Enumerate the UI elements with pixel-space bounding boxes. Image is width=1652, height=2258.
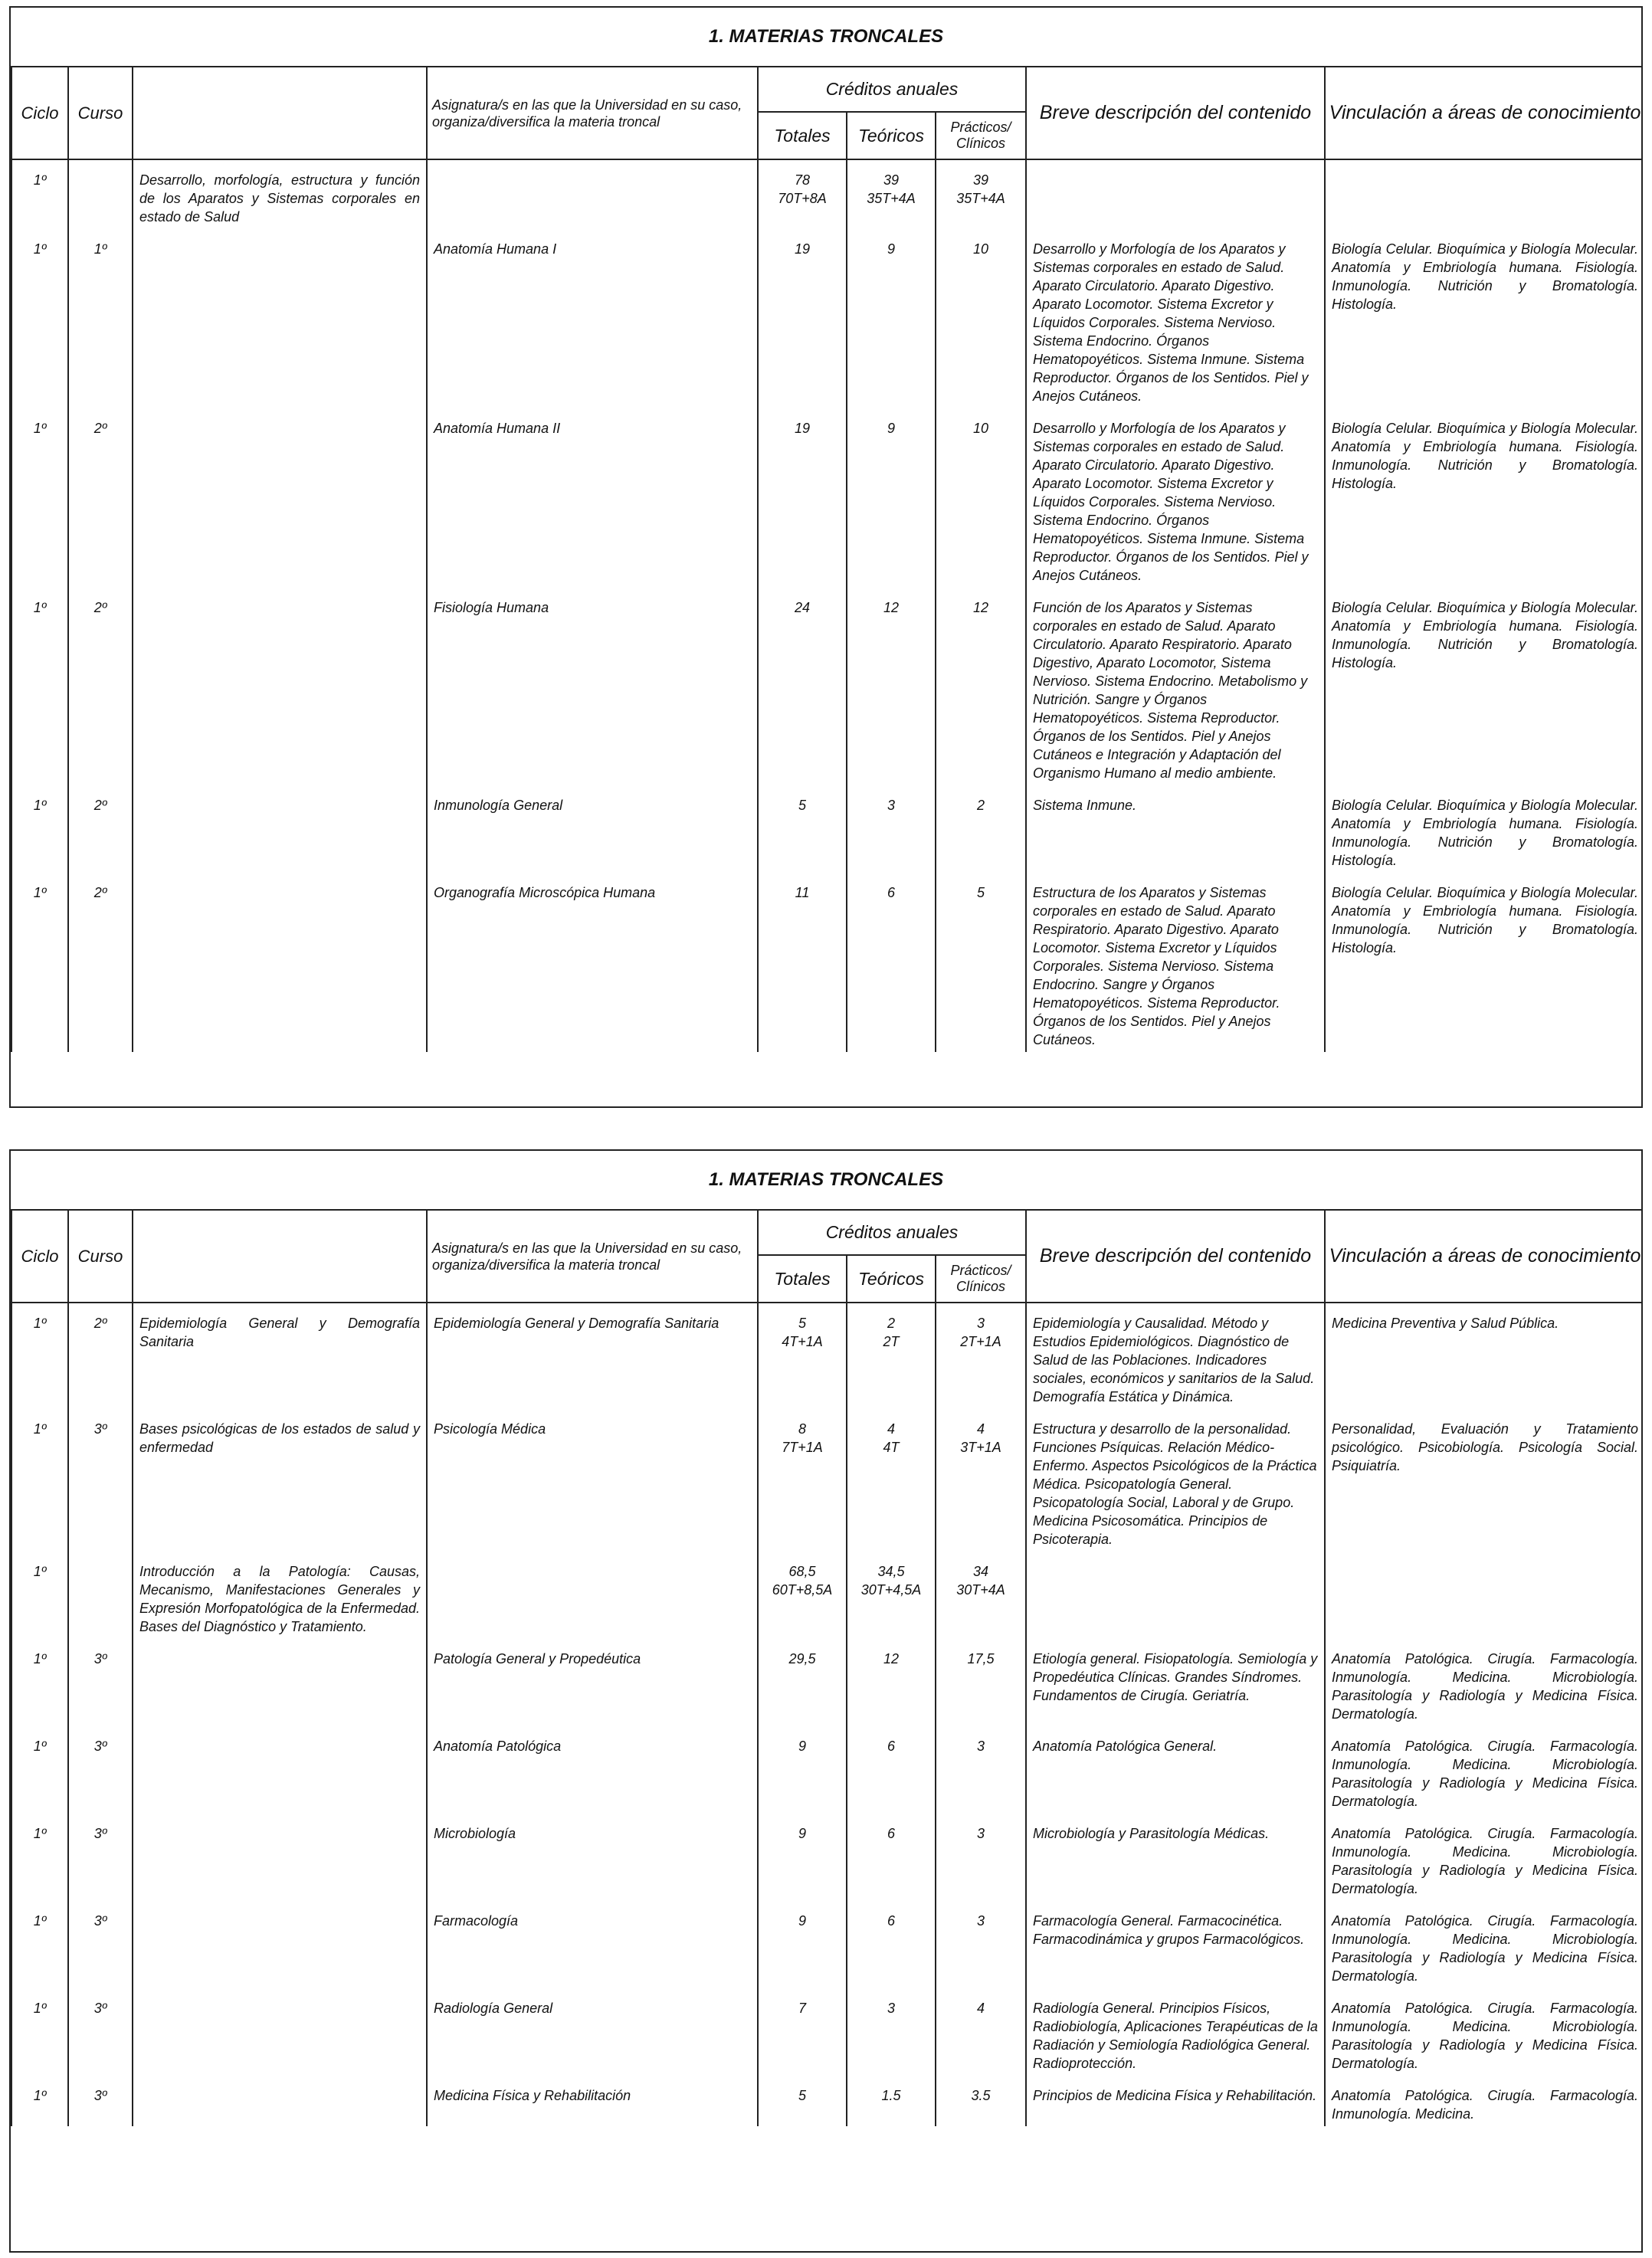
table-row: [11, 1639, 1643, 1726]
cell-teoricos: 12: [847, 588, 936, 785]
cell-ciclo: 1º: [11, 873, 68, 1052]
header-curso: Curso: [68, 67, 133, 159]
cell-practicos: 10: [936, 408, 1026, 588]
table-row: [11, 159, 1643, 229]
cell-materia: Epidemiología General y Demografía Sanitaria: [133, 1303, 427, 1409]
cell-teoricos: 9: [847, 408, 936, 588]
cell-asignatura: Organografía Microscópica Humana: [427, 873, 758, 1052]
cell-ciclo: 1º: [11, 408, 68, 588]
cell-totales: 8 7T+1A: [758, 1409, 847, 1552]
table-row: [11, 785, 1643, 873]
cell-totales: 11: [758, 873, 847, 1052]
cell-curso: 3º: [68, 2076, 133, 2126]
header-vinculacion: Vinculación a áreas de conocimiento: [1325, 67, 1643, 159]
cell-practicos: 5: [936, 873, 1026, 1052]
cell-descripcion: [1026, 1552, 1325, 1639]
cell-curso: 1º: [68, 229, 133, 408]
cell-vinculacion: Anatomía Patológica. Cirugía. Farmacología. Inmunología. Medicina. Microbiología. Parasitología y Radiología y Medicina Física. Dermatología.: [1325, 1988, 1643, 2076]
cell-totales: 7: [758, 1988, 847, 2076]
cell-descripcion: Función de los Aparatos y Sistemas corporales en estado de Salud. Aparato Circulatorio. Aparato Respiratorio. Aparato Digestivo, Aparato Locomotor, Sistema Nervioso. Sistema Endocrino. Metabolismo y Nutrición. Sangre y Órganos Hematopoyéticos. Sistema Reproductor. Órganos de los Sentidos. Piel y Anejos Cutáneos e Integración y Adaptación del Organismo Humano al medio ambiente.: [1026, 588, 1325, 785]
cell-vinculacion: Biología Celular. Bioquímica y Biología Molecular. Anatomía y Embriología humana. Fisiología. Inmunología. Nutrición y Bromatología. Histología.: [1325, 785, 1643, 873]
cell-ciclo: 1º: [11, 159, 68, 229]
cell-practicos: 3: [936, 1901, 1026, 1988]
cell-ciclo: 1º: [11, 1303, 68, 1409]
cell-descripcion: Farmacología General. Farmacocinética. Farmacodinámica y grupos Farmacológicos.: [1026, 1901, 1325, 1988]
cell-teoricos: 3: [847, 785, 936, 873]
cell-vinculacion: Anatomía Patológica. Cirugía. Farmacología. Inmunología. Medicina.: [1325, 2076, 1643, 2126]
cell-vinculacion: Anatomía Patológica. Cirugía. Farmacología. Inmunología. Medicina. Microbiología. Parasitología y Radiología y Medicina Física. Dermatología.: [1325, 1901, 1643, 1988]
table-row: [11, 1726, 1643, 1814]
cell-practicos: 17,5: [936, 1639, 1026, 1726]
table-title: 1. MATERIAS TRONCALES: [11, 1151, 1641, 1211]
cell-materia: [133, 873, 427, 1052]
cell-vinculacion: [1325, 1552, 1643, 1639]
header-asignatura: Asignatura/s en las que la Universidad en su caso, organiza/diversifica la materia troncal: [427, 1211, 758, 1303]
cell-materia: Introducción a la Patología: Causas, Mecanismo, Manifestaciones Generales y Expresión Morfopatológica de la Enfermedad. Bases del Diagnóstico y Tratamiento.: [133, 1552, 427, 1639]
cell-ciclo: 1º: [11, 785, 68, 873]
header-ciclo: Ciclo: [11, 1211, 68, 1303]
cell-ciclo: 1º: [11, 1639, 68, 1726]
header-totales: Totales: [758, 112, 847, 159]
credits-table: [11, 67, 1643, 1052]
troncales-table-2: [9, 1149, 1643, 2253]
cell-descripcion: [1026, 159, 1325, 229]
cell-ciclo: 1º: [11, 1901, 68, 1988]
cell-vinculacion: [1325, 159, 1643, 229]
table-row: [11, 1409, 1643, 1552]
cell-asignatura: Anatomía Humana I: [427, 229, 758, 408]
cell-materia: Desarrollo, morfología, estructura y función de los Aparatos y Sistemas corporales en estado de Salud: [133, 159, 427, 229]
cell-materia: [133, 229, 427, 408]
cell-teoricos: 1.5: [847, 2076, 936, 2126]
header-practicos: Prácticos/ Clínicos: [936, 112, 1026, 159]
header-asignatura: Asignatura/s en las que la Universidad en su caso, organiza/diversifica la materia troncal: [427, 67, 758, 159]
header-descripcion: Breve descripción del contenido: [1026, 1211, 1325, 1303]
cell-asignatura: Patología General y Propedéutica: [427, 1639, 758, 1726]
table-row: [11, 1988, 1643, 2076]
cell-materia: [133, 1726, 427, 1814]
cell-teoricos: 6: [847, 873, 936, 1052]
cell-asignatura: Inmunología General: [427, 785, 758, 873]
cell-ciclo: 1º: [11, 1552, 68, 1639]
cell-teoricos: 4 4T: [847, 1409, 936, 1552]
cell-practicos: 10: [936, 229, 1026, 408]
cell-practicos: 4: [936, 1988, 1026, 2076]
cell-curso: 2º: [68, 588, 133, 785]
cell-teoricos: 34,5 30T+4,5A: [847, 1552, 936, 1639]
cell-vinculacion: Biología Celular. Bioquímica y Biología Molecular. Anatomía y Embriología humana. Fisiología. Inmunología. Nutrición y Bromatología. Histología.: [1325, 408, 1643, 588]
cell-vinculacion: Personalidad, Evaluación y Tratamiento psicológico. Psicobiología. Psicología Social. Psiquiatría.: [1325, 1409, 1643, 1552]
cell-curso: 3º: [68, 1409, 133, 1552]
cell-teoricos: 12: [847, 1639, 936, 1726]
cell-asignatura: Epidemiología General y Demografía Sanitaria: [427, 1303, 758, 1409]
cell-practicos: 3: [936, 1814, 1026, 1901]
cell-descripcion: Etiología general. Fisiopatología. Semiología y Propedéutica Clínicas. Grandes Síndromes. Fundamentos de Cirugía. Geriatría.: [1026, 1639, 1325, 1726]
cell-curso: 2º: [68, 873, 133, 1052]
cell-curso: 3º: [68, 1901, 133, 1988]
cell-totales: 19: [758, 408, 847, 588]
cell-practicos: 3 2T+1A: [936, 1303, 1026, 1409]
troncales-table-1: [9, 6, 1643, 1108]
cell-asignatura: Anatomía Humana II: [427, 408, 758, 588]
table-row: [11, 408, 1643, 588]
cell-curso: [68, 1552, 133, 1639]
cell-practicos: 2: [936, 785, 1026, 873]
table-row: [11, 1814, 1643, 1901]
cell-vinculacion: Anatomía Patológica. Cirugía. Farmacología. Inmunología. Medicina. Microbiología. Parasitología y Radiología y Medicina Física. Dermatología.: [1325, 1639, 1643, 1726]
credits-table: [11, 1211, 1643, 2126]
cell-teoricos: 9: [847, 229, 936, 408]
cell-asignatura: [427, 1552, 758, 1639]
cell-curso: 3º: [68, 1988, 133, 2076]
table-row: [11, 1552, 1643, 1639]
cell-vinculacion: Biología Celular. Bioquímica y Biología Molecular. Anatomía y Embriología humana. Fisiología. Inmunología. Nutrición y Bromatología. Histología.: [1325, 588, 1643, 785]
cell-practicos: 39 35T+4A: [936, 159, 1026, 229]
cell-curso: 3º: [68, 1814, 133, 1901]
table-row: [11, 1901, 1643, 1988]
cell-curso: [68, 159, 133, 229]
cell-asignatura: Psicología Médica: [427, 1409, 758, 1552]
cell-ciclo: 1º: [11, 588, 68, 785]
cell-practicos: 34 30T+4A: [936, 1552, 1026, 1639]
cell-curso: 2º: [68, 785, 133, 873]
cell-asignatura: Farmacología: [427, 1901, 758, 1988]
cell-curso: 3º: [68, 1726, 133, 1814]
cell-totales: 5: [758, 2076, 847, 2126]
cell-asignatura: Microbiología: [427, 1814, 758, 1901]
cell-practicos: 12: [936, 588, 1026, 785]
cell-materia: [133, 1901, 427, 1988]
cell-descripcion: Microbiología y Parasitología Médicas.: [1026, 1814, 1325, 1901]
cell-materia: [133, 1639, 427, 1726]
cell-descripcion: Radiología General. Principios Físicos, Radiobiología, Aplicaciones Terapéuticas de la Radiación y Semiología Radiológica General. Radioprotección.: [1026, 1988, 1325, 2076]
cell-descripcion: Epidemiología y Causalidad. Método y Estudios Epidemiológicos. Diagnóstico de Salud de las Poblaciones. Indicadores sociales, económicos y sanitarios de la Salud. Demografía Estática y Dinámica.: [1026, 1303, 1325, 1409]
header-curso: Curso: [68, 1211, 133, 1303]
cell-materia: [133, 785, 427, 873]
cell-vinculacion: Biología Celular. Bioquímica y Biología Molecular. Anatomía y Embriología humana. Fisiología. Inmunología. Nutrición y Bromatología. Histología.: [1325, 873, 1643, 1052]
table-row: [11, 873, 1643, 1052]
header-materia: [133, 67, 427, 159]
cell-teoricos: 2 2T: [847, 1303, 936, 1409]
header-creditos: Créditos anuales: [758, 1211, 1026, 1255]
cell-asignatura: Fisiología Humana: [427, 588, 758, 785]
cell-curso: 2º: [68, 408, 133, 588]
table-row: [11, 588, 1643, 785]
cell-ciclo: 1º: [11, 1409, 68, 1552]
cell-ciclo: 1º: [11, 1726, 68, 1814]
cell-curso: 3º: [68, 1639, 133, 1726]
cell-teoricos: 6: [847, 1814, 936, 1901]
cell-practicos: 4 3T+1A: [936, 1409, 1026, 1552]
cell-curso: 2º: [68, 1303, 133, 1409]
cell-totales: 5: [758, 785, 847, 873]
cell-totales: 19: [758, 229, 847, 408]
cell-totales: 9: [758, 1901, 847, 1988]
table-row: [11, 1303, 1643, 1409]
cell-totales: 5 4T+1A: [758, 1303, 847, 1409]
cell-asignatura: [427, 159, 758, 229]
cell-asignatura: Medicina Física y Rehabilitación: [427, 2076, 758, 2126]
table-row: [11, 229, 1643, 408]
cell-materia: [133, 1988, 427, 2076]
cell-totales: 29,5: [758, 1639, 847, 1726]
cell-teoricos: 39 35T+4A: [847, 159, 936, 229]
cell-asignatura: Anatomía Patológica: [427, 1726, 758, 1814]
cell-totales: 9: [758, 1726, 847, 1814]
cell-asignatura: Radiología General: [427, 1988, 758, 2076]
cell-ciclo: 1º: [11, 229, 68, 408]
table-title: 1. MATERIAS TRONCALES: [11, 8, 1641, 67]
cell-descripcion: Principios de Medicina Física y Rehabilitación.: [1026, 2076, 1325, 2126]
cell-descripcion: Estructura de los Aparatos y Sistemas corporales en estado de Salud. Aparato Respiratorio. Aparato Digestivo. Aparato Locomotor. Sistema Excretor y Líquidos Corporales. Sistema Nervioso. Sistema Endocrino. Sangre y Órganos Hematopoyéticos. Sistema Reproductor. Órganos de los Sentidos. Piel y Anejos Cutáneos.: [1026, 873, 1325, 1052]
header-vinculacion: Vinculación a áreas de conocimiento: [1325, 1211, 1643, 1303]
cell-totales: 78 70T+8A: [758, 159, 847, 229]
header-totales: Totales: [758, 1255, 847, 1303]
cell-ciclo: 1º: [11, 1988, 68, 2076]
header-creditos: Créditos anuales: [758, 67, 1026, 112]
cell-vinculacion: Anatomía Patológica. Cirugía. Farmacología. Inmunología. Medicina. Microbiología. Parasitología y Radiología y Medicina Física. Dermatología.: [1325, 1814, 1643, 1901]
table-row: [11, 2076, 1643, 2126]
cell-materia: [133, 408, 427, 588]
cell-practicos: 3: [936, 1726, 1026, 1814]
header-materia: [133, 1211, 427, 1303]
cell-totales: 68,5 60T+8,5A: [758, 1552, 847, 1639]
cell-descripcion: Estructura y desarrollo de la personalidad. Funciones Psíquicas. Relación Médico-Enfermo. Aspectos Psicológicos de la Práctica Médica. Psicopatología General. Psicopatología Social, Laboral y de Grupo. Medicina Psicosomática. Principios de Psicoterapia.: [1026, 1409, 1325, 1552]
cell-materia: [133, 1814, 427, 1901]
cell-materia: [133, 588, 427, 785]
header-ciclo: Ciclo: [11, 67, 68, 159]
cell-practicos: 3.5: [936, 2076, 1026, 2126]
header-practicos: Prácticos/ Clínicos: [936, 1255, 1026, 1303]
header-descripcion: Breve descripción del contenido: [1026, 67, 1325, 159]
cell-descripcion: Desarrollo y Morfología de los Aparatos y Sistemas corporales en estado de Salud. Aparato Circulatorio. Aparato Digestivo. Aparato Locomotor. Sistema Excretor y Líquidos Corporales. Sistema Nervioso. Sistema Endocrino. Órganos Hematopoyéticos. Sistema Inmune. Sistema Reproductor. Órganos de los Sentidos. Piel y Anejos Cutáneos.: [1026, 408, 1325, 588]
cell-vinculacion: Biología Celular. Bioquímica y Biología Molecular. Anatomía y Embriología humana. Fisiología. Inmunología. Nutrición y Bromatología. Histología.: [1325, 229, 1643, 408]
cell-teoricos: 6: [847, 1901, 936, 1988]
header-teoricos: Teóricos: [847, 112, 936, 159]
header-teoricos: Teóricos: [847, 1255, 936, 1303]
cell-descripcion: Sistema Inmune.: [1026, 785, 1325, 873]
cell-vinculacion: Medicina Preventiva y Salud Pública.: [1325, 1303, 1643, 1409]
cell-teoricos: 3: [847, 1988, 936, 2076]
cell-descripcion: Desarrollo y Morfología de los Aparatos y Sistemas corporales en estado de Salud. Aparato Circulatorio. Aparato Digestivo. Aparato Locomotor. Sistema Excretor y Líquidos Corporales. Sistema Nervioso. Sistema Endocrino. Órganos Hematopoyéticos. Sistema Inmune. Sistema Reproductor. Órganos de los Sentidos. Piel y Anejos Cutáneos.: [1026, 229, 1325, 408]
cell-materia: [133, 2076, 427, 2126]
cell-materia: Bases psicológicas de los estados de salud y enfermedad: [133, 1409, 427, 1552]
cell-teoricos: 6: [847, 1726, 936, 1814]
cell-totales: 9: [758, 1814, 847, 1901]
cell-totales: 24: [758, 588, 847, 785]
cell-descripcion: Anatomía Patológica General.: [1026, 1726, 1325, 1814]
cell-ciclo: 1º: [11, 1814, 68, 1901]
cell-vinculacion: Anatomía Patológica. Cirugía. Farmacología. Inmunología. Medicina. Microbiología. Parasitología y Radiología y Medicina Física. Dermatología.: [1325, 1726, 1643, 1814]
cell-ciclo: 1º: [11, 2076, 68, 2126]
